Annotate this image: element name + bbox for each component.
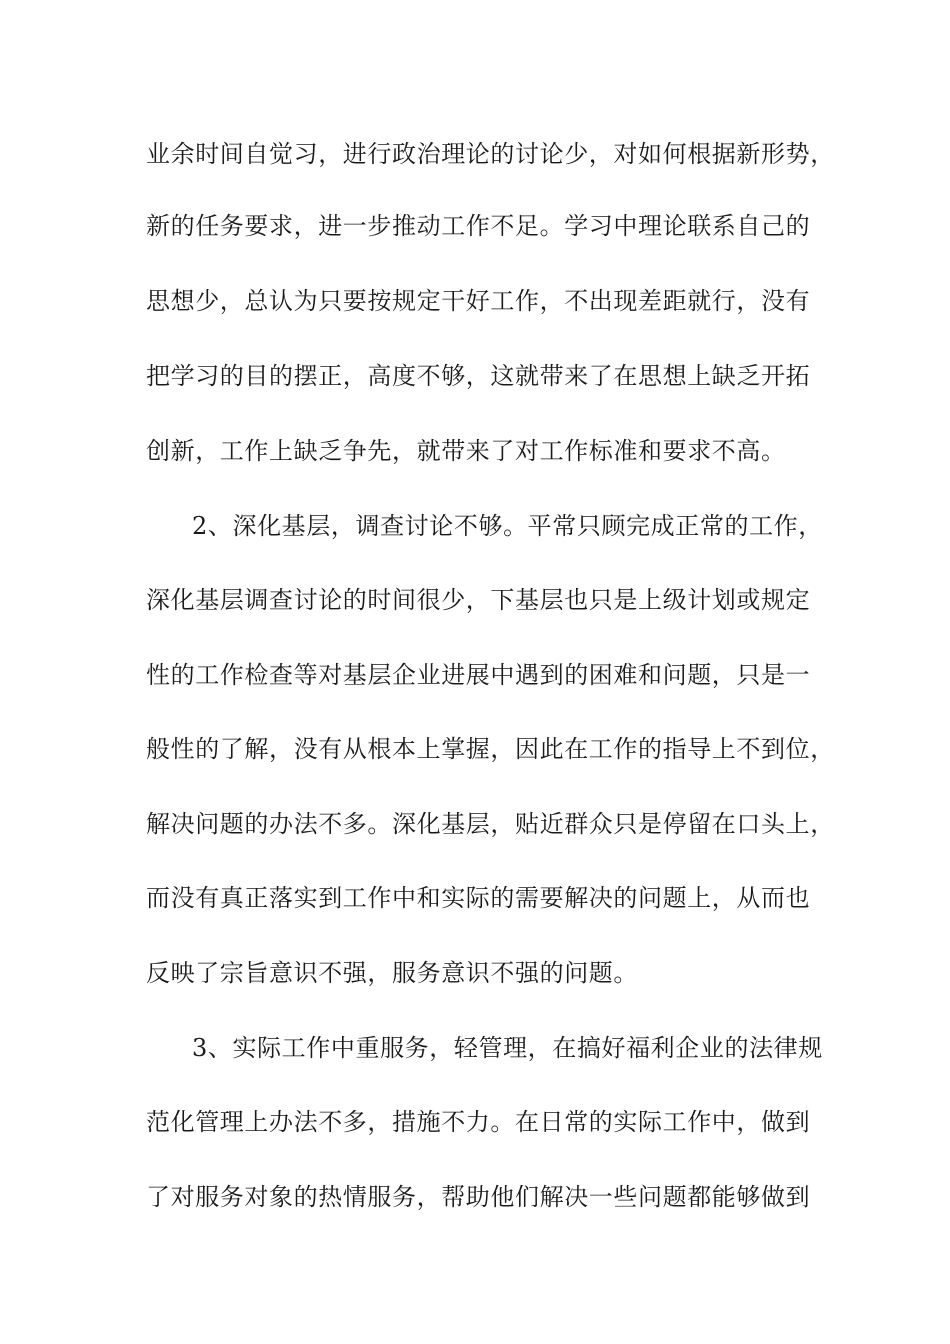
paragraph-start-line: 2、深化基层，调查讨论不够。平常只顾完成正常的工作， xyxy=(192,512,823,540)
text-line: 范化管理上办法不多，措施不力。在日常的实际工作中，做到 xyxy=(146,1108,811,1136)
text-line: 解决问题的办法不多。深化基层，贴近群众只是停留在口头上， xyxy=(146,810,835,838)
text-line: 而没有真正落实到工作中和实际的需要解决的问题上，从而也 xyxy=(146,884,811,912)
text-line: 新的任务要求，进一步推动工作不足。学习中理论联系自己的 xyxy=(146,212,811,240)
text-line: 性的工作检查等对基层企业进展中遇到的困难和问题，只是一 xyxy=(146,661,811,689)
text-line: 反映了宗旨意识不强，服务意识不强的问题。 xyxy=(146,959,638,987)
text-line: 业余时间自觉习，进行政治理论的讨论少，对如何根据新形势， xyxy=(146,140,835,168)
paragraph-start-line: 3、实际工作中重服务，轻管理，在搞好福利企业的法律规 xyxy=(192,1034,823,1062)
text-line: 把学习的目的摆正，高度不够，这就带来了在思想上缺乏开拓 xyxy=(146,362,811,390)
text-line: 思想少，总认为只要按规定干好工作，不出现差距就行，没有 xyxy=(146,287,811,315)
text-line: 了对服务对象的热情服务，帮助他们解决一些问题都能够做到 xyxy=(146,1183,811,1211)
text-line: 创新，工作上缺乏争先，就带来了对工作标准和要求不高。 xyxy=(146,437,786,465)
text-line: 般性的了解，没有从根本上掌握，因此在工作的指导上不到位， xyxy=(146,735,835,763)
text-line: 深化基层调查讨论的时间很少，下基层也只是上级计划或规定 xyxy=(146,586,811,614)
